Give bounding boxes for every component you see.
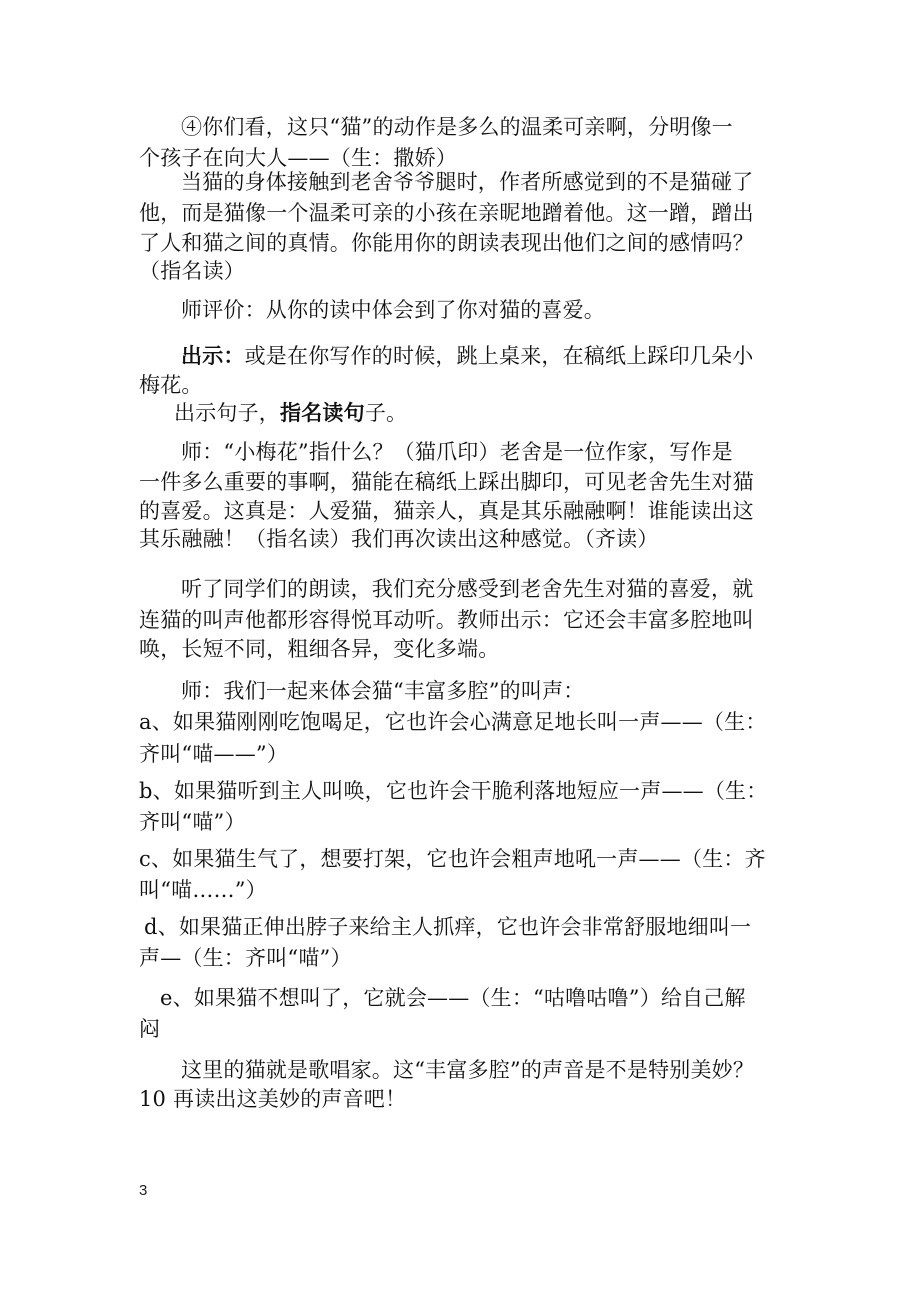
list-item-line: 闷	[139, 1017, 161, 1041]
text-line: 了人和猫之间的真情。你能用你的朗读表现出他们之间的感情吗？	[139, 231, 754, 255]
list-item-line: d、如果猫正伸出脖子来给主人抓痒，它也许会非常舒服地细叫一	[144, 915, 752, 939]
text-line: 一件多么重要的事啊，猫能在稿纸上踩出脚印，可见老舍先生对猫	[139, 470, 754, 494]
text-line: （指名读）	[139, 259, 245, 283]
text-line: 当猫的身体接触到老舍爷爷腿时，作者所感觉到的不是猫碰了	[181, 170, 754, 194]
text-line: 师评价：从你的读中体会到了你对猫的喜爱。	[181, 298, 605, 322]
page-number: 3	[139, 1182, 148, 1199]
text-span: 或是在你写作的时候，跳上桌来，在稿纸上踩印几朵小	[244, 344, 754, 368]
text-line: 其乐融融！（指名读）我们再次读出这种感觉。（齐读）	[139, 527, 659, 551]
text-line: ④你们看，这只“猫”的动作是多么的温柔可亲啊，分明像一	[181, 115, 733, 139]
text-line	[0, 398, 920, 428]
list-item-line: 叫“喵……”）	[139, 878, 267, 902]
list-item-line: a、如果猫刚刚吃饱喝足，它也许会心满意足地长叫一声——（生：	[139, 710, 767, 734]
text-line: 听了同学们的朗读，我们充分感受到老舍先生对猫的喜爱，就	[181, 577, 754, 601]
text-line: 这里的猫就是歌唱家。这“丰富多腔”的声音是不是特别美妙？	[181, 1058, 755, 1082]
bold-text: 指名读句	[280, 400, 365, 425]
list-item-line: c、如果猫生气了，想要打架，它也许会粗声地吼一声——（生：齐	[139, 847, 766, 871]
list-item-line: 齐叫“喵——”）	[139, 742, 289, 766]
text-line: 的喜爱。这真是：人爱猫，猫亲人，真是其乐融融啊！谁能读出这	[139, 499, 754, 523]
text-line: 10 再读出这美妙的声音吧！	[139, 1087, 407, 1111]
list-item-line: 声—（生：齐叫“喵”）	[139, 946, 352, 970]
text-span: 出示句子，	[174, 401, 280, 425]
text-line: 连猫的叫声他都形容得悦耳动听。教师出示：它还会丰富多腔地叫	[139, 608, 754, 632]
list-item-line: b、如果猫听到主人叫唤，它也许会干脆利落地短应一声——（生：	[139, 779, 768, 803]
bold-label: 出示：	[181, 343, 245, 368]
text-line: 师：我们一起来体会猫“丰富多腔”的叫声：	[181, 679, 585, 703]
text-span: 子。	[364, 401, 408, 425]
text-line: 师：“小梅花”指什么？（猫爪印）老舍是一位作家，写作是	[181, 440, 733, 464]
text-line	[0, 341, 920, 371]
text-line: 梅花。	[139, 373, 203, 397]
list-item-line: 齐叫“喵”）	[139, 810, 246, 834]
text-line: 他，而是猫像一个温柔可亲的小孩在亲昵地蹭着他。这一蹭，蹭出	[139, 201, 754, 225]
list-item-line: e、如果猫不想叫了，它就会——（生：“咕噜咕噜”）给自己解	[160, 986, 746, 1010]
text-line: 个孩子在向大人——（生：撒娇）	[139, 146, 457, 170]
text-line: 唤，长短不同，粗细各异，变化多端。	[139, 637, 500, 661]
